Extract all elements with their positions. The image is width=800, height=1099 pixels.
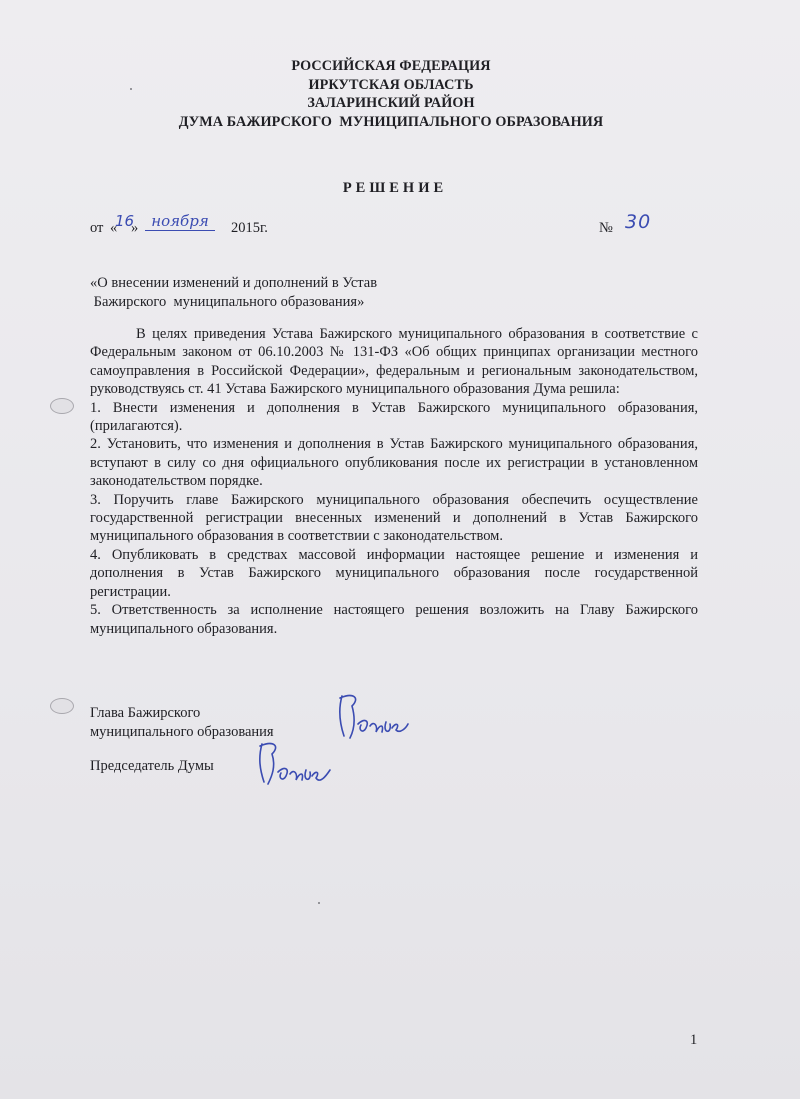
header-country: РОССИЙСКАЯ ФЕДЕРАЦИЯ [291,58,491,74]
handwritten-number: 30 [625,211,652,233]
body-intro: В целях приведения Устава Бажирского муниципального образования в соответствие с Федеральным законом от 06.10.2003 № 131-ФЗ «Об общих принципах организации местного самоуправления в Российской Федерации», федеральным и региональным законодательством, руководствуясь ст. 41 Устава Бажирского муниципального образования Дума решила: [90,326,698,398]
decision-subject [90,274,377,311]
punch-hole [50,698,74,714]
handwritten-day: 16 [115,212,135,230]
number-label: № [599,220,613,236]
body-item-4: 4. Опубликовать в средствах массовой информации настоящее решение и изменения и дополнения в Устав Бажирского муниципального образования после государственной регистрации. [90,546,698,600]
header-council: ДУМА БАЖИРСКОГО МУНИЦИПАЛЬНОГО ОБРАЗОВАНИЯ [178,113,604,130]
date-number-line [90,211,690,240]
header-region: ИРКУТСКАЯ ОБЛАСТЬ [308,76,474,93]
date-year: 2015г. [231,220,268,236]
handwritten-signature [330,690,410,750]
header-district: ЗАЛАРИНСКИЙ РАЙОН [307,95,475,111]
body-item-2: 2. Установить, что изменения и дополнения в Устав Бажирского муниципального образования, вступают в силу со дня официального опубликования после их регистрации в установленном законодательством порядке. [90,436,698,490]
body-item-3: 3. Поручить главе Бажирского муниципального образования обеспечить осуществление государственной регистрации внесенных изменений и дополнений в Устав Бажирского муниципального образования в соответствии с законодательством. [90,491,698,545]
date-prefix: от [90,220,104,236]
chair-signature-label: Председатель Думы [90,758,214,774]
body-item-1: 1. Внести изменения и дополнения в Устав Бажирского муниципального образования, (прилагаются). [90,399,698,435]
decision-body [90,325,698,638]
punch-hole [50,398,74,414]
head-signature-block [90,704,274,741]
page-number: 1 [690,1032,698,1048]
handwritten-signature [248,740,338,796]
head-title-line: Глава Бажирского [90,705,201,721]
handwritten-month: ноября [145,212,215,231]
subject-line: Бажирского муниципального образования» [90,293,365,310]
body-item-5: 5. Ответственность за исполнение настоящего решения возложить на Главу Бажирского муниципального образования. [90,602,698,637]
date-close-quote: » [131,220,139,236]
document-header [0,57,800,131]
subject-line: «О внесении изменений и дополнений в Устав [90,275,378,291]
head-title-line: муниципального образования [90,723,274,740]
date-open-quote: « [110,220,118,236]
scan-speck [318,902,320,904]
document-title: РЕШЕНИЕ [342,180,448,196]
